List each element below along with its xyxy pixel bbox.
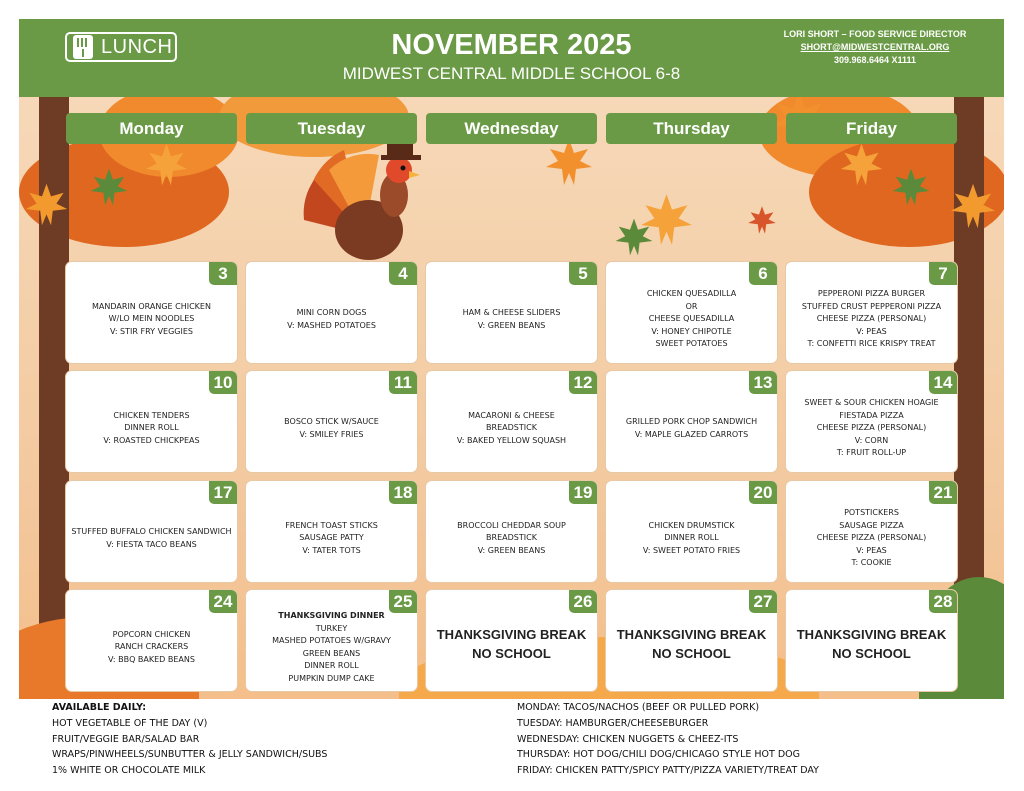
menu-items	[790, 499, 953, 578]
day-header-monday: Monday	[66, 113, 237, 144]
menu-items	[610, 280, 773, 359]
menu-line: RANCH CRACKERS	[114, 642, 189, 652]
maple-leaf-icon	[144, 142, 189, 187]
menu-line: THANKSGIVING DINNER	[278, 611, 385, 620]
lunch-label: LUNCH	[101, 35, 173, 58]
menu-line: GREEN BEANS	[302, 648, 361, 658]
menu-line: THANKSGIVING BREAK	[616, 626, 767, 642]
menu-line: V: BBQ BAKED BEANS	[108, 654, 195, 664]
menu-line: V: FIESTA TACO BEANS	[106, 539, 197, 549]
menu-line: T: FRUIT ROLL-UP	[836, 448, 907, 458]
menu-line: CHEESE PIZZA (PERSONAL)	[816, 423, 927, 433]
menu-line: T: CONFETTI RICE KRISPY TREAT	[807, 339, 936, 349]
menu-line: CHEESE QUESADILLA	[648, 314, 735, 324]
maple-leaf-icon	[614, 217, 654, 257]
day-header-tuesday: Tuesday	[246, 113, 417, 144]
menu-line: THANKSGIVING BREAK	[796, 626, 947, 642]
menu-line: NO SCHOOL	[652, 645, 731, 661]
day-cell	[66, 262, 237, 363]
available-item: 1% WHITE OR CHOCOLATE MILK	[52, 765, 206, 777]
menu-items	[610, 389, 773, 468]
date-number: 11	[389, 371, 417, 394]
date-number: 6	[749, 262, 777, 285]
maple-leaf-icon	[891, 167, 931, 207]
menu-items	[430, 389, 593, 468]
menu-line: CHEESE PIZZA (PERSONAL)	[816, 533, 927, 543]
menu-items	[250, 608, 413, 687]
menu-line: V: PEAS	[856, 326, 887, 336]
maple-leaf-icon	[747, 205, 777, 235]
menu-line: FIESTADA PIZZA	[839, 410, 904, 420]
menu-line: THANKSGIVING BREAK	[436, 626, 587, 642]
menu-line: CHEESE PIZZA (PERSONAL)	[816, 314, 927, 324]
menu-line: DINNER ROLL	[664, 533, 719, 543]
menu-line: V: PEAS	[856, 545, 887, 555]
day-cell	[606, 371, 777, 472]
menu-line: V: SWEET POTATO FRIES	[642, 545, 741, 555]
date-number: 21	[929, 481, 957, 504]
menu-items	[250, 499, 413, 578]
menu-line: PEPPERONI PIZZA BURGER	[817, 289, 926, 299]
menu-line: STUFFED CRUST PEPPERONI PIZZA	[801, 301, 942, 311]
menu-line: FRENCH TOAST STICKS	[285, 520, 378, 530]
menu-items	[70, 499, 233, 578]
menu-line: NO SCHOOL	[832, 645, 911, 661]
menu-line: T: COOKIE	[851, 558, 892, 568]
menu-line: OR	[685, 301, 698, 311]
menu-line: V: GREEN BEANS	[477, 320, 546, 330]
day-cell	[246, 590, 417, 691]
menu-items	[790, 280, 953, 359]
menu-line: TURKEY	[315, 623, 348, 633]
menu-items	[430, 499, 593, 578]
date-number: 3	[209, 262, 237, 285]
weekly-item: FRIDAY: CHICKEN PATTY/SPICY PATTY/PIZZA VARIETY/TREAT DAY	[517, 765, 819, 777]
menu-line: DINNER ROLL	[124, 423, 179, 433]
menu-line: POTSTICKERS	[844, 508, 899, 518]
date-number: 4	[389, 262, 417, 285]
weekly-item: THURSDAY: HOT DOG/CHILI DOG/CHICAGO STYLE HOT DOG	[517, 749, 801, 761]
menu-line: V: BAKED YELLOW SQUASH	[456, 435, 567, 445]
day-header-wednesday: Wednesday	[426, 113, 597, 144]
menu-line: V: CORN	[854, 435, 889, 445]
date-number: 7	[929, 262, 957, 285]
menu-items	[430, 600, 593, 687]
weekly-specials	[517, 700, 819, 779]
date-number: 28	[929, 590, 957, 613]
menu-line: CHICKEN QUESADILLA	[646, 289, 737, 299]
maple-leaf-icon	[544, 137, 594, 187]
menu-line: V: MAPLE GLAZED CARROTS	[634, 429, 749, 439]
available-item: FRUIT/VEGGIE BAR/SALAD BAR	[52, 733, 200, 745]
maple-leaf-icon	[24, 182, 69, 227]
menu-line: V: HONEY CHIPOTLE	[651, 326, 732, 336]
menu-line: GRILLED PORK CHOP SANDWICH	[625, 417, 758, 426]
contact-phone: 309.968.6464 X1111	[833, 55, 917, 65]
day-cell	[246, 371, 417, 472]
header-banner	[19, 19, 1004, 97]
menu-items	[250, 389, 413, 468]
day-cell	[426, 371, 597, 472]
date-number: 26	[569, 590, 597, 613]
day-header-friday: Friday	[786, 113, 957, 144]
day-cell	[606, 590, 777, 691]
menu-line: W/LO MEIN NOODLES	[108, 314, 195, 324]
menu-line: NO SCHOOL	[472, 645, 551, 661]
day-cell	[606, 481, 777, 582]
menu-line: HAM & CHEESE SLIDERS	[462, 308, 561, 317]
menu-items	[790, 600, 953, 687]
maple-leaf-icon	[89, 167, 129, 207]
menu-line: BOSCO STICK W/SAUCE	[284, 417, 379, 426]
menu-line: CHICKEN TENDERS	[113, 410, 190, 420]
menu-line: BROCCOLI CHEDDAR SOUP	[457, 520, 566, 530]
day-cell	[786, 481, 957, 582]
menu-line: SAUSAGE PIZZA	[839, 520, 904, 530]
page-title: NOVEMBER 2025	[391, 29, 632, 61]
menu-items	[250, 280, 413, 359]
menu-line: V: TATER TOTS	[302, 545, 361, 555]
date-number: 13	[749, 371, 777, 394]
date-number: 24	[209, 590, 237, 613]
menu-line: MANDARIN ORANGE CHICKEN	[92, 301, 211, 311]
menu-items	[790, 389, 953, 468]
maple-leaf-icon	[949, 182, 997, 230]
day-header-thursday: Thursday	[606, 113, 777, 144]
menu-items	[70, 608, 233, 687]
menu-items	[430, 280, 593, 359]
day-cell	[66, 371, 237, 472]
menu-line: MASHED POTATOES W/GRAVY	[272, 636, 391, 645]
menu-line: V: SMILEY FRIES	[299, 429, 364, 439]
day-cell	[246, 481, 417, 582]
day-cell	[246, 262, 417, 363]
available-item: WRAPS/PINWHEELS/SUNBUTTER & JELLY SANDWICH/SUBS	[52, 749, 328, 761]
date-number: 20	[749, 481, 777, 504]
menu-items	[610, 600, 773, 687]
menu-line: POPCORN CHICKEN	[112, 629, 191, 639]
date-number: 10	[209, 371, 237, 394]
menu-line: SAUSAGE PATTY	[299, 533, 364, 543]
menu-items	[70, 389, 233, 468]
menu-items	[610, 499, 773, 578]
available-item: HOT VEGETABLE OF THE DAY (V)	[52, 717, 208, 729]
contact-name: LORI SHORT – FOOD SERVICE DIRECTOR	[783, 29, 967, 39]
day-cell	[66, 590, 237, 691]
contact-info	[760, 28, 990, 67]
date-number: 14	[929, 371, 957, 394]
date-number: 12	[569, 371, 597, 394]
day-cell	[786, 371, 957, 472]
contact-email[interactable]: SHORT@MIDWESTCENTRAL.ORG	[800, 42, 950, 52]
menu-line: BREADSTICK	[486, 423, 537, 433]
available-daily	[52, 700, 327, 779]
menu-items	[70, 280, 233, 359]
menu-line: V: ROASTED CHICKPEAS	[103, 435, 200, 445]
menu-line: BREADSTICK	[486, 533, 537, 543]
turkey-illustration	[289, 125, 439, 275]
day-cell	[786, 262, 957, 363]
date-number: 5	[569, 262, 597, 285]
weekly-item: WEDNESDAY: CHICKEN NUGGETS & CHEEZ-ITS	[517, 733, 739, 745]
date-number: 17	[209, 481, 237, 504]
maple-leaf-icon	[839, 142, 884, 187]
date-number: 27	[749, 590, 777, 613]
menu-line: MINI CORN DOGS	[296, 308, 367, 317]
menu-line: MACARONI & CHEESE	[468, 410, 555, 420]
menu-line: STUFFED BUFFALO CHICKEN SANDWICH	[71, 527, 232, 536]
day-cell	[606, 262, 777, 363]
date-number: 18	[389, 481, 417, 504]
menu-line: V: MASHED POTATOES	[287, 320, 376, 330]
menu-line: SWEET & SOUR CHICKEN HOAGIE	[804, 398, 939, 408]
menu-line: SWEET POTATOES	[655, 339, 728, 349]
date-number: 25	[389, 590, 417, 613]
menu-line: PUMPKIN DUMP CAKE	[288, 673, 375, 683]
menu-line: CHICKEN DRUMSTICK	[648, 520, 735, 530]
menu-line: V: STIR FRY VEGGIES	[110, 326, 193, 336]
school-name: MIDWEST CENTRAL MIDDLE SCHOOL 6-8	[342, 64, 681, 83]
day-cell	[426, 481, 597, 582]
date-number: 19	[569, 481, 597, 504]
weekly-item: TUESDAY: HAMBURGER/CHEESEBURGER	[517, 717, 709, 729]
day-cell	[66, 481, 237, 582]
day-cell	[426, 590, 597, 691]
menu-line: DINNER ROLL	[304, 661, 359, 670]
menu-line: V: GREEN BEANS	[477, 545, 546, 555]
weekly-item: MONDAY: TACOS/NACHOS (BEEF OR PULLED PORK)	[517, 702, 760, 713]
day-cell	[786, 590, 957, 691]
day-cell	[426, 262, 597, 363]
available-heading: AVAILABLE DAILY:	[52, 702, 146, 713]
